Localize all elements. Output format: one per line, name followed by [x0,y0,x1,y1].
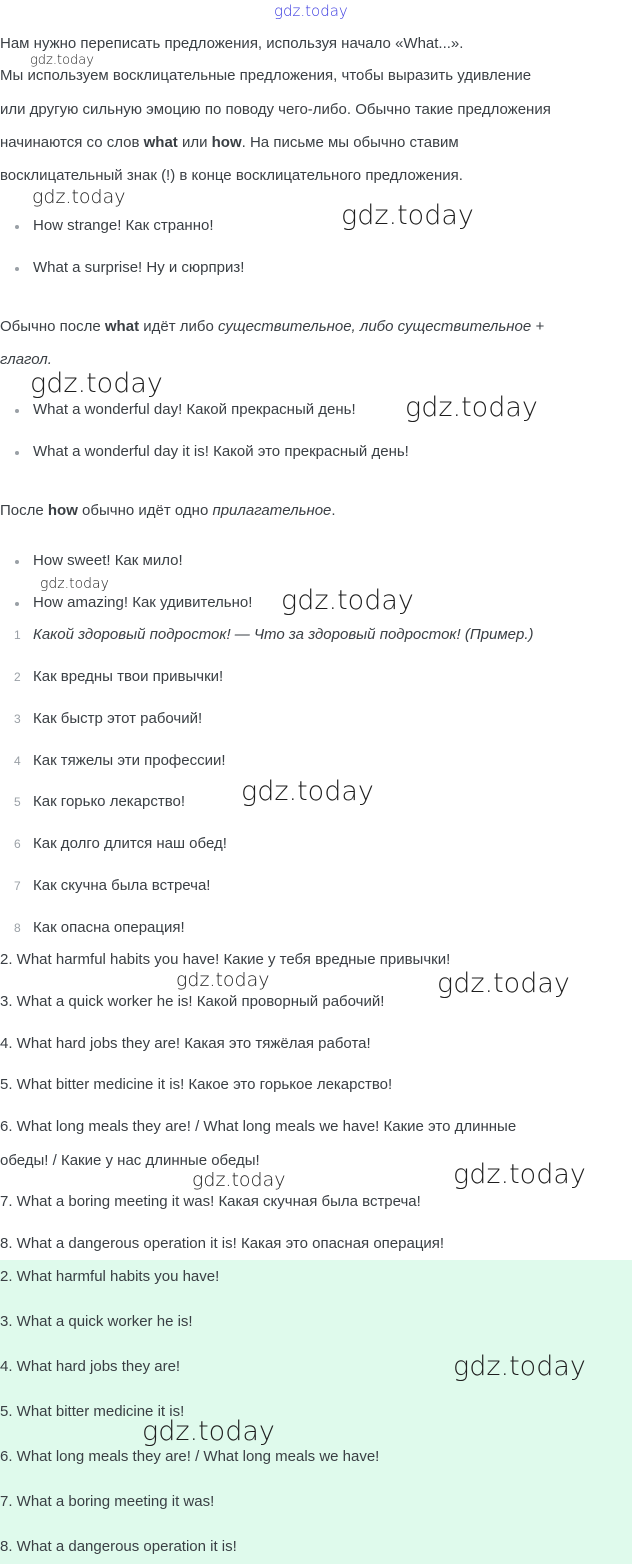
watermark: gdz.today [30,368,163,399]
watermark-top: gdz.today [274,2,348,20]
item-number: 8 [14,921,21,935]
example-text: How amazing! Как удивительно! [33,594,253,611]
translation-line: 2. What harmful habits you have! Какие у тебя вредные привычки! [0,951,451,968]
keyword-how: how [211,134,242,151]
intro-text: или [177,134,212,151]
answer-line: 3. What a quick worker he is! [0,1313,193,1330]
answer-line: 2. What harmful habits you have! [0,1268,220,1285]
bullet-icon [15,267,19,271]
translation-line: 5. What bitter medicine it is! Какое это горькое лекарство! [0,1076,393,1093]
watermark: gdz.today [241,776,374,807]
example-text: How sweet! Как мило! [33,552,183,569]
watermark: gdz.today [142,1416,275,1447]
translation-line: 7. What a boring meeting it was! Какая скучная была встреча! [0,1193,421,1210]
rule-how [0,501,632,521]
translation-line: 3. What a quick worker he is! Какой проворный рабочий! [0,993,385,1010]
rule-text: Обычно после [0,318,105,335]
watermark: gdz.today [30,53,94,68]
watermark: gdz.today [405,392,538,423]
example-text: What a wonderful day it is! Какой это прекрасный день! [33,443,409,460]
exercise-text: Как вредны твои привычки! [33,668,224,685]
exercise-text: Какой здоровый подросток! — Что за здоровый подросток! (Пример.) [33,626,534,643]
rule-text: . [331,502,336,519]
watermark: gdz.today [176,969,270,991]
rule-text: идёт либо [139,318,218,335]
answer-line: 4. What hard jobs they are! [0,1358,181,1375]
example-text: How strange! Как странно! [33,217,214,234]
translation-line: обеды! / Какие у нас длинные обеды! [0,1152,260,1169]
exercise-text: Как долго длится наш обед! [33,835,227,852]
exercise-text: Как тяжелы эти профессии! [33,752,226,769]
keyword-what: what [104,318,140,335]
answer-line: 7. What a boring meeting it was! [0,1493,215,1510]
item-number: 4 [14,754,21,768]
watermark: gdz.today [281,585,414,616]
exercise-text: Как горько лекарство! [33,793,186,810]
intro-text: начинаются со слов [0,134,144,151]
translation-line: 6. What long meals they are! / What long meals we have! Какие это длинные [0,1118,517,1135]
rule-text: обычно идёт одно [77,502,213,519]
rule-emphasis: прилагательное [212,502,332,519]
intro-text: . На письме мы обычно ставим [241,134,459,151]
keyword-how: how [47,502,78,519]
rule-emphasis: глагол. [0,351,52,368]
item-number: 7 [14,879,21,893]
answer-line: 8. What a dangerous operation it is! [0,1538,237,1555]
watermark: gdz.today [341,200,474,231]
intro-line-5: восклицательный знак (!) в конце восклицательного предложения. [0,167,463,184]
keyword-what: what [143,134,178,151]
watermark: gdz.today [453,1351,586,1382]
item-number: 2 [14,670,21,684]
intro-line-1: Нам нужно переписать предложения, используя начало «What...». [0,35,464,52]
rule-emphasis: существительное, либо существительное + [217,318,545,335]
rule-what-line-2 [0,350,632,370]
bullet-icon [15,225,19,229]
intro-line-4 [0,133,632,153]
translation-line: 4. What hard jobs they are! Какая это тяжёлая работа! [0,1035,371,1052]
example-text: What a wonderful day! Какой прекрасный день! [33,401,356,418]
watermark: gdz.today [437,968,570,999]
exercise-text: Как опасна операция! [33,919,185,936]
exercise-text: Как быстр этот рабочий! [33,710,203,727]
answer-line: 6. What long meals they are! / What long meals we have! [0,1448,380,1465]
item-number: 5 [14,795,21,809]
bullet-icon [15,451,19,455]
watermark: gdz.today [192,1169,286,1191]
watermark: gdz.today [453,1159,586,1190]
example-text: What a surprise! Ну и сюрприз! [33,259,245,276]
intro-line-3: или другую сильную эмоцию по поводу чего-либо. Обычно такие предложения [0,101,551,118]
watermark: gdz.today [32,186,126,208]
bullet-icon [15,560,19,564]
exercise-text: Как скучна была встреча! [33,877,211,894]
item-number: 3 [14,712,21,726]
bullet-icon [15,602,19,606]
translation-line: 8. What a dangerous operation it is! Какая это опасная операция! [0,1235,445,1252]
answer-line: 5. What bitter medicine it is! [0,1403,185,1420]
item-number: 6 [14,837,21,851]
intro-line-2: Мы используем восклицательные предложения, чтобы выразить удивление [0,67,532,84]
bullet-icon [15,409,19,413]
watermark: gdz.today [40,576,109,592]
rule-what-line-1 [0,317,632,337]
rule-text: После [0,502,48,519]
item-number: 1 [14,628,21,642]
